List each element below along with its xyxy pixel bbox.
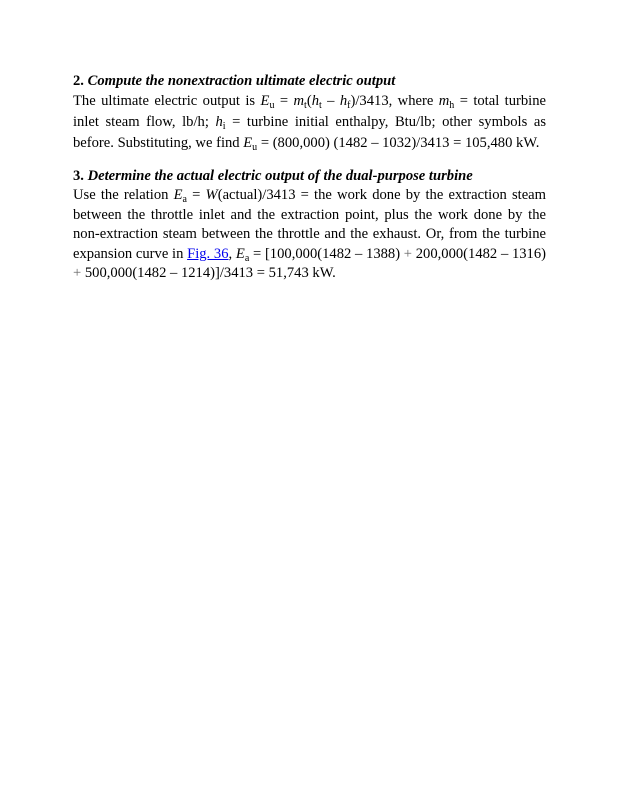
subscript: u xyxy=(269,100,275,111)
plus-sign: + xyxy=(403,245,413,262)
section-2-body xyxy=(73,91,546,154)
text-run: = total turbine inlet steam flow, lb/h; xyxy=(73,93,547,130)
text-run: , xyxy=(228,245,236,262)
subscript: h xyxy=(449,100,455,111)
var-h: h xyxy=(215,114,223,130)
text-run: = (800,000) (1482 – 1032)/3413 = 105,480 kW. xyxy=(257,135,540,151)
subscript: t xyxy=(304,100,307,111)
subscript: t xyxy=(318,100,322,111)
var-h: h xyxy=(339,93,348,109)
text-run: )/3413, where xyxy=(350,93,439,109)
text-run: = xyxy=(186,187,206,203)
document-page xyxy=(73,72,546,297)
var-E: E xyxy=(173,187,183,203)
section-3-number: 3. xyxy=(73,168,84,184)
text-run: The ultimate electric output is xyxy=(73,93,261,109)
subscript: u xyxy=(252,142,258,153)
var-h: h xyxy=(311,93,319,109)
text-run: ( xyxy=(306,93,312,109)
text-run: 500,000(1482 – 1214)]/3413 = 51,743 kW. xyxy=(81,265,336,281)
text-run: (actual)/3413 = the work done by the extraction steam between the throttle inlet and the extraction point, plus the work done by the non-extraction steam between the throttle and the exhaust. Or, from the turbine expansion curve in xyxy=(73,187,547,262)
text-run: 200,000(1482 – 1316) xyxy=(412,245,547,262)
figure-link[interactable]: Fig. 36 xyxy=(187,245,229,262)
var-m: m xyxy=(293,93,305,109)
subscript: f xyxy=(347,100,351,111)
text-run: = [100,000(1482 – 1388) xyxy=(249,245,404,262)
section-2-number: 2. xyxy=(73,73,84,89)
section-2-title: Compute the nonextraction ultimate electric output xyxy=(87,73,396,89)
subscript: a xyxy=(182,194,187,205)
text-run: Use the relation xyxy=(73,187,174,203)
text-run: = xyxy=(274,93,294,109)
var-E: E xyxy=(243,135,253,151)
section-2-heading xyxy=(73,72,546,91)
section-3-title: Determine the actual electric output of the dual-purpose turbine xyxy=(87,168,473,184)
section-3-body xyxy=(73,186,546,284)
section-3-heading xyxy=(73,167,546,186)
section-3 xyxy=(73,167,546,284)
var-W: W xyxy=(205,187,218,203)
var-m: m xyxy=(438,93,450,109)
var-E: E xyxy=(235,245,245,262)
text-run: = turbine initial enthalpy, Btu/lb; other symbols as before. Substituting, we find xyxy=(73,114,546,151)
subscript: i xyxy=(222,121,226,132)
text-run: – xyxy=(321,93,340,109)
section-2 xyxy=(73,72,546,154)
var-E: E xyxy=(260,93,270,109)
subscript: a xyxy=(244,252,250,264)
plus-sign: + xyxy=(73,265,82,281)
